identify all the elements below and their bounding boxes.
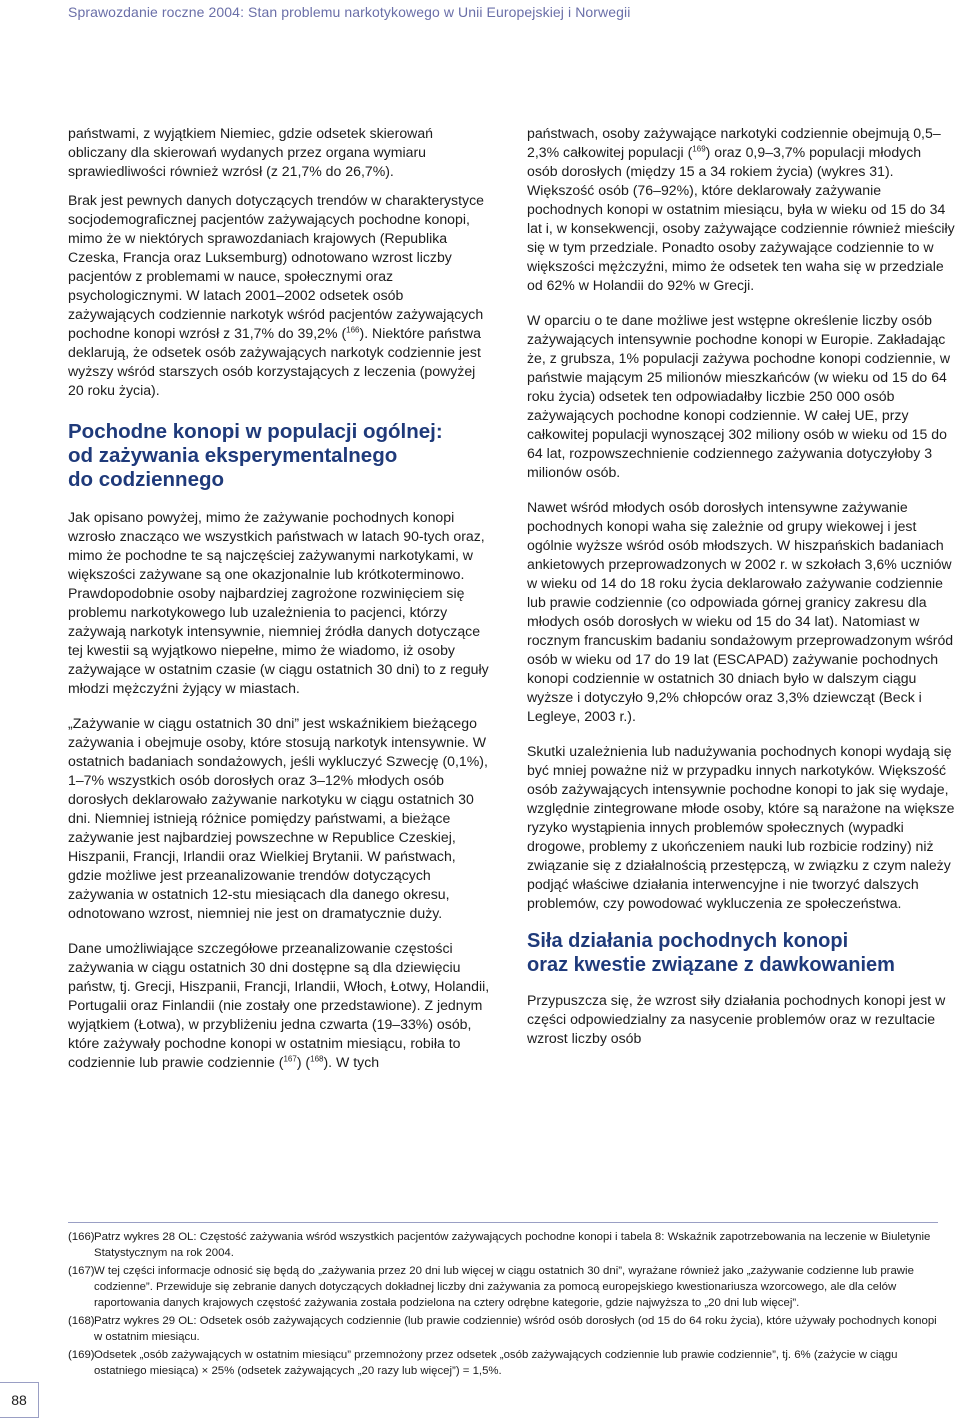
paragraph: Przypuszcza się, że wzrost siły działania pochodnych konopi jest w części odpowiedzialny za nasycenie problemów oraz w rezultacie wzrost liczby osób [527, 992, 946, 1046]
paragraph: W oparciu o te dane możliwe jest wstępne określenie liczby osób zażywających intensywnie pochodne konopi w Europie. Zakładając że, z grubsza, 1% populacji zażywa pochodne konopi codziennie, w państwie mającym 25 milionów mieszkańców (w wieku od 15 do 64 roku życia) odsetek ten odpowiadałby liczbie 250 000 osób zażywających pochodne konopi codziennie. W całej UE, przy całkowitej populacji wynoszącej 302 miliony osób w wieku od 15 do 64 lat, rozpowszechnienie codziennego zażywania dotyczyłoby 3 milionów osób. [527, 312, 951, 480]
page-number: 88 [0, 1382, 39, 1418]
paragraph: Nawet wśród młodych osób dorosłych intensywne zażywanie pochodnych konopi waha się zależnie od grupy wiekowej i jest ogólnie wyższe wśród osób młodszych. W hiszpańskich badaniach ankietowych przeprowadzonych w 2002 r. w szkołach 3,6% uczniów w wieku od 14 do 18 roku życia deklarowało zażywanie codziennie lub prawie codziennie (co odpowiada górnej granicy zakresu dla młodych osób dorosłych w wieku od 15 do 34 lat). Natomiast w rocznym francuskim badaniu sondażowym przeprowadzonym wśród osób w wieku od 17 do 19 lat (ESCAPAD) zażywanie pochodnych konopi codziennie w ostatnich 30 dniach było w dalszym ciągu wyższe i dotyczyło 9,2% chłopców oraz 3,3% dziewcząt (Beck i Legleye, 2003 r.). [527, 499, 954, 724]
paragraph: Brak jest pewnych danych dotyczących trendów w charakterystyce socjodemograficznej pacjentów zażywających pochodne konopi, mimo że w niektórych sprawozdaniach krajowych (Republika Czeska, Francja oraz Luksemburg) odnotowano wzrost liczby pacjentów z problemami w nauce, społecznymi oraz psychologicznymi. W latach 2001–2002 odsetek osób zażywających codziennie narkotyk wśród pacjentów zażywających pochodne konopi wzrósł z 31,7% do 39,2% ($^{166}$). Niektóre państwa deklarują, że odsetek osób zażywających narkotyk codziennie jest wyższy wśród starszych osób korzystających z leczenia (powyżej 20 roku życia). [68, 192, 484, 398]
footnote [68, 1313, 938, 1345]
paragraph: Skutki uzależnienia lub nadużywania pochodnych konopi wydają się być mniej poważne niż w przypadku innych narkotyków. Większość osób zażywających intensywnie pochodne konopi to jak się wydaje, względnie zintegrowane młode osoby, które są narażone na większe ryzyko wystąpienia innych problemów społecznych (wypadki drogowe, problemy z ukończeniem nauki lub rozbicie rodziny) niż związanie się z działalnością przestępczą, w związku z czym należy podjąć właściwe działania interwencyjne i nie tworzyć dalszych problemów, czy powodować wykluczenia ze społeczeństwa. [527, 743, 955, 911]
right-column [527, 124, 955, 1064]
footnote-number: (168) [68, 1315, 95, 1327]
footnotes [68, 1222, 938, 1381]
footnote [68, 1347, 938, 1379]
footnote [68, 1263, 938, 1311]
left-column [68, 124, 492, 1088]
footnote-ref[interactable]: 167 [283, 1054, 297, 1064]
running-header: Sprawozdanie roczne 2004: Stan problemu narkotykowego w Unii Europejskiej i Norwegii [68, 4, 631, 20]
footnote [68, 1229, 938, 1261]
footnote-number: (167) [68, 1265, 95, 1277]
footnote-number: (166) [68, 1231, 95, 1243]
footnote-text: Patrz wykres 29 OL: Odsetek osób zażywających codziennie (lub prawie codziennie) wśród osób dorosłych (od 15 do 64 roku życia), które używały pochodnych konopi w ostatnim miesiącu. [94, 1315, 937, 1343]
section-heading: Pochodne konopi w populacji ogólnej: od zażywania eksperymentalnego do codziennego [68, 420, 443, 491]
footnote-text: Odsetek „osób zażywających w ostatnim miesiącu” przemnożony przez odsetek „osób zażywających codziennie lub prawie codziennie”, tj. 6% (zażycie w ciągu ostatniego miesiąca) × 25% (odsetek zażywających „20 razy lub więcej”) = 1,5%. [94, 1349, 898, 1377]
paragraph: „Zażywanie w ciągu ostatnich 30 dni” jest wskaźnikiem bieżącego zażywania i obejmuje osoby, które stosują narkotyk intensywnie. W ostatnich badaniach sondażowych, jeśli wykluczyć Szwecję (0,1%), 1–7% wszystkich osób dorosłych oraz 3–12% młodych osób dorosłych deklarowało zażywanie narkotyku w ciągu ostatnich 30 dni. Niemniej istnieją różnice pomiędzy państwami, a bieżące zażywanie jest najbardziej powszechne w Republice Czeskiej, Hiszpanii, Francji, Irlandii oraz Wielkiej Brytanii. W państwach, gdzie możliwe jest przeanalizowanie trendów dotyczących zażywania w ostatnich 12-stu miesiącach dla danego okresu, odnotowano wzrost, niemniej nie jest on dramatycznie duży. [68, 715, 488, 921]
section-heading: Siła działania pochodnych konopi oraz kwestie związane z dawkowaniem [527, 930, 895, 976]
footnote-number: (169) [68, 1349, 95, 1361]
footnote-text: W tej części informacje odnosić się będą do „zażywania przez 20 dni lub więcej w ciągu ostatnich 30 dni”, wyrażane również jako „zażywanie codzienne lub prawie codzienne”. Przewiduje się zebranie danych dotyczących dokładnej liczby dni zażywania za pomocą europejskiego kwestionariusza wzorcowego, ale dla celów raportowania danych krajowych częstość zażywania została podzielona na cztery odrębne kategorie, gdzie najwyższa to „20 dni lub więcej”. [94, 1265, 914, 1309]
footnote-text: Patrz wykres 28 OL: Częstość zażywania wśród wszystkich pacjentów zażywających pochodne konopi i tabela 8: Wskaźnik zapotrzebowania na leczenie w Biuletynie Statystycznym na rok 2004. [94, 1231, 931, 1259]
footnote-ref[interactable]: 168 [310, 1054, 324, 1064]
footnote-ref[interactable]: 166 [346, 325, 360, 335]
paragraph: Dane umożliwiające szczegółowe przeanalizowanie częstości zażywania w ciągu ostatnich 30 dni dostępne są dla dziewięciu państw, tj. Grecji, Hiszpanii, Francji, Irlandii, Włoch, Łotwy, Holandii, Portugalii oraz Finlandii (nie zostały one przedstawione). Z jednym wyjątkiem (Łotwa), w przybliżeniu jedna czwarta (19–33%) osób, które zażywały pochodne konopi w ostatnim miesiącu, robiła to codziennie lub prawie codziennie ($^{167}$) ($^{168}$). W tych [68, 940, 490, 1070]
paragraph: państwami, z wyjątkiem Niemiec, gdzie odsetek skierowań obliczany dla skierowań wydanych przez organa wymiaru sprawiedliwości również wzrósł (z 21,7% do 26,7%). [68, 125, 434, 179]
paragraph: Jak opisano powyżej, mimo że zażywanie pochodnych konopi wzrosło znacząco we wszystkich państwach w latach 90-tych oraz, mimo że pochodne te są najczęściej zażywanymi narkotykami, w większości zażywane są one okazjonalnie lub krótkoterminowo. Prawdopodobnie osoby najbardziej zagrożone rozwinięciem się problemu narkotykowego lub uzależnienia to pacjenci, którzy zażywają narkotyk intensywnie, niemniej źródła danych dotyczące tej kwestii są wyjątkowo niepełne, mimo że wiadomo, iż osoby zażywające w ostatnim czasie (w ciągu ostatnich 30 dni) to z reguły młodzi mężczyźni żyjący w miastach. [68, 509, 489, 696]
paragraph: państwach, osoby zażywające narkotyki codziennie obejmują 0,5–2,3% całkowitej populacji ($^{169}$) oraz 0,9–3,7% populacji młodych osób dorosłych (między 15 a 34 rokiem życia) (wykres 31). Większość osób (76–92%), które deklarowały zażywanie pochodnych konopi w ostatnim miesiącu, była w wieku od 15 do 34 lat i, w konsekwencji, osoby zażywające codziennie również mieściły się w tym przedziale. Ponadto osoby zażywające codziennie to w większości mężczyźni, mimo że odsetek ten waha się w przedziale od 62% w Holandii do 92% w Grecji. [527, 125, 955, 293]
footnote-ref[interactable]: 169 [692, 144, 706, 154]
